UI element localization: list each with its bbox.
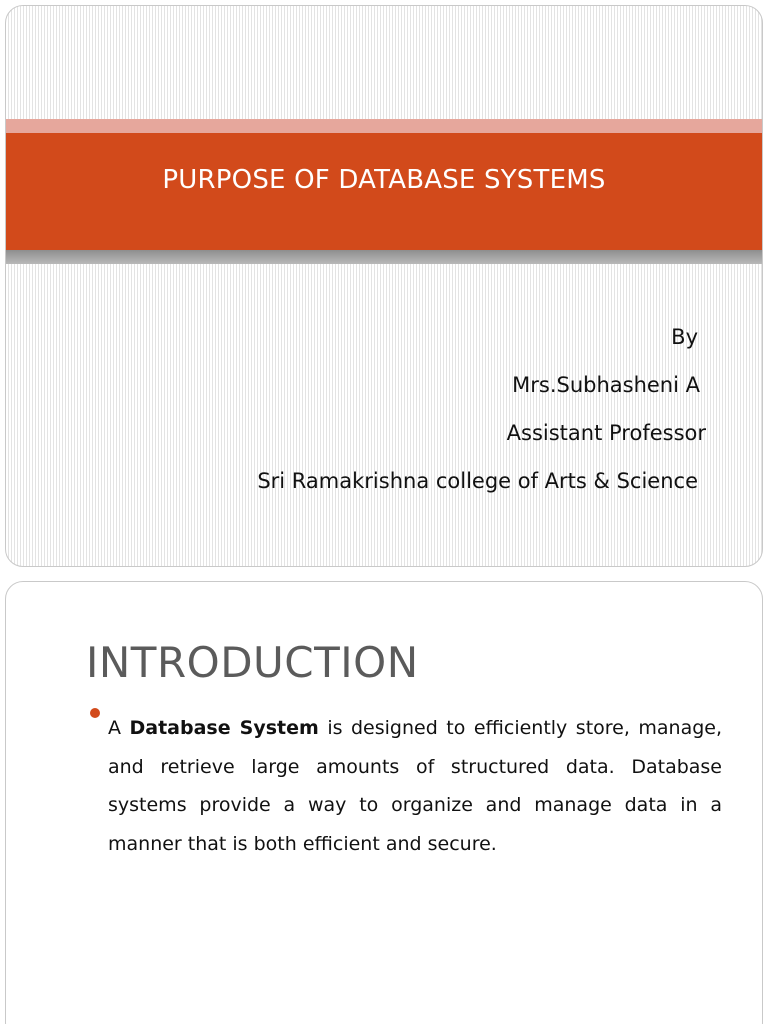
author-institution: Sri Ramakrishna college of Arts & Science (257, 469, 698, 493)
bullet-text: is designed to efficiently store, manage, and retrieve large amounts of structured data. Database systems provide a way to organize and manage data in a manner that is both efficient and secure. (108, 717, 723, 855)
slide-title: PURPOSE OF DATABASE SYSTEMS (162, 164, 606, 195)
author-block (257, 313, 704, 505)
slide-heading: INTRODUCTION (86, 638, 419, 687)
title-band (6, 133, 762, 250)
bullet-prefix: A (108, 717, 130, 739)
author-name: Mrs.Subhasheni A (512, 373, 700, 397)
bullet-dot-icon (90, 708, 100, 718)
author-by: By (671, 325, 698, 349)
intro-paragraph (108, 709, 722, 863)
bold-term: Database System (129, 717, 319, 739)
title-slide (5, 5, 763, 567)
title-band-highlight (6, 119, 762, 133)
author-role: Assistant Professor (506, 421, 706, 445)
title-band-shadow (6, 250, 762, 264)
introduction-slide (5, 581, 763, 1024)
